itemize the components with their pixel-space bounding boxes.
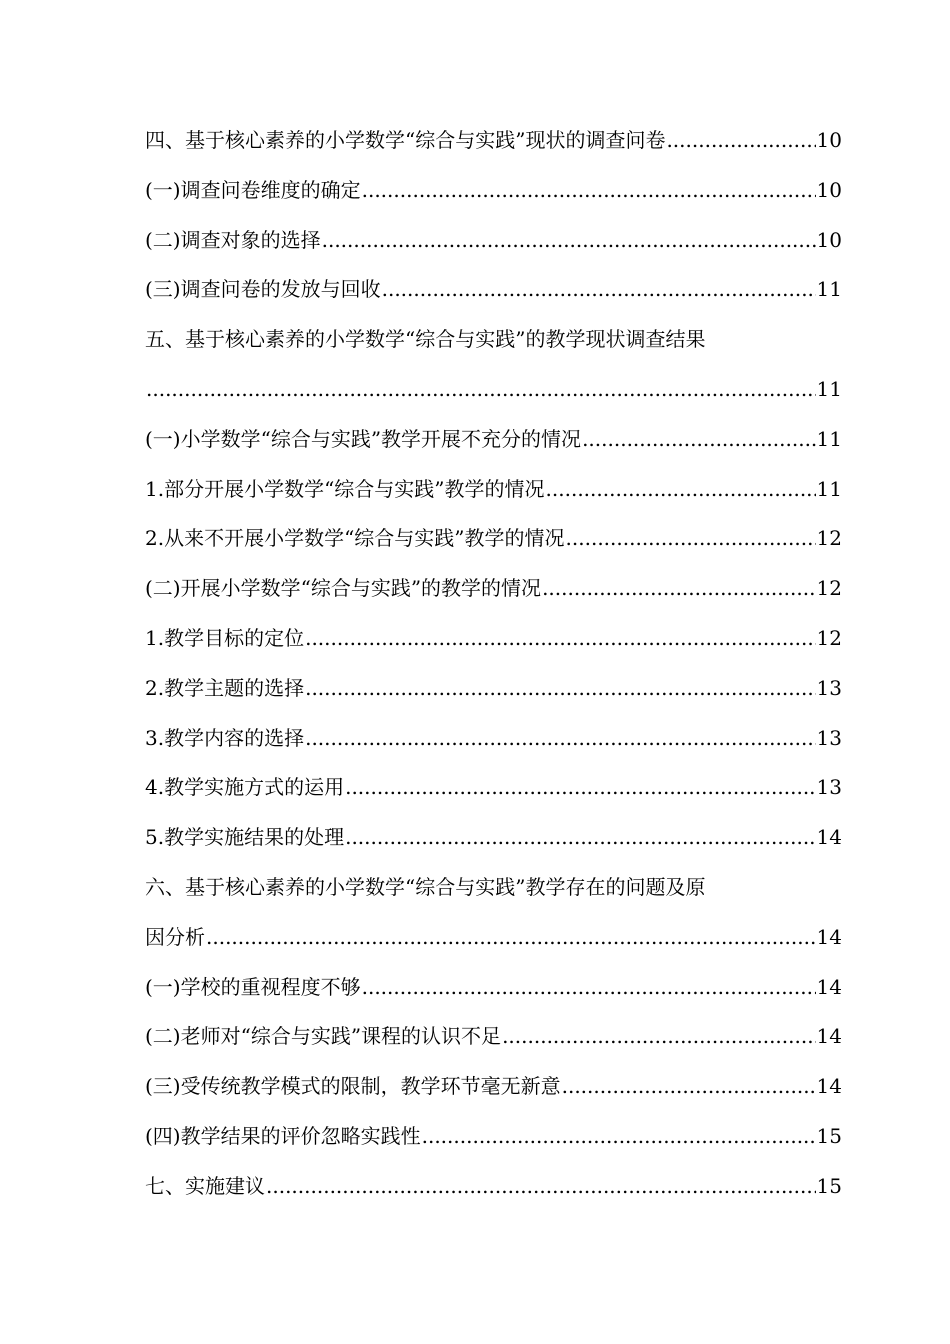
dot-leader: [422, 1112, 816, 1162]
dot-leader: [542, 564, 815, 614]
toc-entry-title: (三)受传统教学模式的限制，教学环节毫无新意: [145, 1074, 561, 1099]
toc-entry-page: 11: [816, 277, 842, 302]
dot-leader: [345, 813, 815, 863]
toc-entry-page: 10: [816, 227, 842, 252]
table-of-contents: [145, 116, 842, 1212]
dot-leader: [146, 365, 816, 415]
dot-leader: [305, 664, 815, 714]
dot-leader: [266, 1162, 816, 1212]
toc-entry-title: (一)学校的重视程度不够: [145, 974, 361, 999]
toc-entry-title: 3.教学内容的选择: [145, 725, 305, 750]
toc-entry[interactable]: [145, 265, 842, 315]
dot-leader: [666, 116, 815, 166]
dot-leader: [546, 465, 816, 515]
toc-entry-page: 14: [816, 825, 842, 850]
toc-entry-page: 14: [816, 1074, 842, 1099]
toc-entry-title: (二)调查对象的选择: [145, 227, 321, 252]
toc-entry-page: 11: [816, 376, 842, 401]
toc-entry-title: (一)小学数学“综合与实践”教学开展不充分的情况: [145, 426, 582, 451]
toc-entry-page: 12: [816, 526, 842, 551]
toc-entry[interactable]: [145, 714, 842, 764]
toc-entry-title: 七、实施建议: [145, 1173, 265, 1198]
dot-leader: [362, 166, 816, 216]
toc-entry-page: 13: [816, 675, 842, 700]
toc-entry[interactable]: [145, 813, 842, 863]
toc-entry-page: 13: [816, 725, 842, 750]
dot-leader: [582, 415, 815, 465]
toc-entry[interactable]: [145, 514, 842, 564]
toc-entry-title: 2.从来不开展小学数学“综合与实践”教学的情况: [145, 526, 565, 551]
toc-entry[interactable]: [145, 166, 842, 216]
toc-entry[interactable]: [145, 216, 842, 266]
toc-entry-page: 15: [816, 1173, 842, 1198]
toc-entry-title: 1.部分开展小学数学“综合与实践”教学的情况: [145, 476, 545, 501]
toc-entry-page: 14: [816, 974, 842, 999]
toc-entry-page: 10: [816, 128, 842, 152]
toc-entry-title: (四)教学结果的评价忽略实践性: [145, 1123, 421, 1148]
toc-entry[interactable]: [145, 1112, 842, 1162]
dot-leader: [566, 514, 816, 564]
toc-entry-page: 12: [816, 576, 842, 601]
dot-leader: [322, 216, 816, 266]
toc-entry-title: 5.教学实施结果的处理: [145, 825, 345, 850]
toc-entry-title: 4.教学实施方式的运用: [145, 775, 345, 800]
toc-entry[interactable]: [145, 564, 842, 614]
toc-entry-page: 13: [816, 775, 842, 800]
toc-entry-title: 因分析: [145, 924, 205, 949]
dot-leader: [502, 1012, 815, 1062]
toc-entry[interactable]: [145, 116, 842, 166]
toc-entry-title: (三)调查问卷的发放与回收: [145, 277, 381, 302]
dot-leader: [362, 963, 816, 1013]
toc-entry[interactable]: [145, 614, 842, 664]
dot-leader: [382, 265, 816, 315]
toc-entry[interactable]: [145, 763, 842, 813]
toc-entry-continuation[interactable]: [145, 365, 842, 415]
toc-entry-title: 四、基于核心素养的小学数学“综合与实践”现状的调查问卷: [145, 128, 666, 152]
toc-entry[interactable]: [145, 664, 842, 714]
dot-leader: [562, 1062, 816, 1112]
toc-entry-title: (二)老师对“综合与实践”课程的认识不足: [145, 1024, 502, 1049]
toc-entry[interactable]: [145, 1012, 842, 1062]
toc-entry-title: (一)调查问卷维度的确定: [145, 177, 361, 202]
toc-entry[interactable]: [145, 963, 842, 1013]
toc-entry-page: 10: [816, 177, 842, 202]
dot-leader: [206, 913, 816, 963]
toc-entry-title: 六、基于核心素养的小学数学“综合与实践”教学存在的问题及原: [145, 874, 706, 899]
toc-entry-page: 14: [816, 1024, 842, 1049]
toc-entry-title: 五、基于核心素养的小学数学“综合与实践”的教学现状调查结果: [145, 327, 706, 352]
dot-leader: [305, 614, 815, 664]
toc-entry-page: 15: [816, 1123, 842, 1148]
toc-entry-title: (二)开展小学数学“综合与实践”的教学的情况: [145, 576, 542, 601]
toc-entry[interactable]: [145, 415, 842, 465]
toc-entry-title: 2.教学主题的选择: [145, 675, 305, 700]
toc-entry[interactable]: [145, 863, 842, 913]
dot-leader: [345, 763, 815, 813]
toc-entry-page: 14: [816, 924, 842, 949]
toc-entry-title: 1.教学目标的定位: [145, 625, 305, 650]
toc-entry[interactable]: [145, 1162, 842, 1212]
toc-entry-continuation[interactable]: [145, 913, 842, 963]
toc-entry-page: 11: [816, 426, 842, 451]
dot-leader: [305, 714, 815, 764]
toc-entry[interactable]: [145, 1062, 842, 1112]
toc-entry-page: 12: [816, 625, 842, 650]
toc-entry-page: 11: [816, 476, 842, 501]
toc-entry[interactable]: [145, 315, 842, 365]
toc-entry[interactable]: [145, 465, 842, 515]
